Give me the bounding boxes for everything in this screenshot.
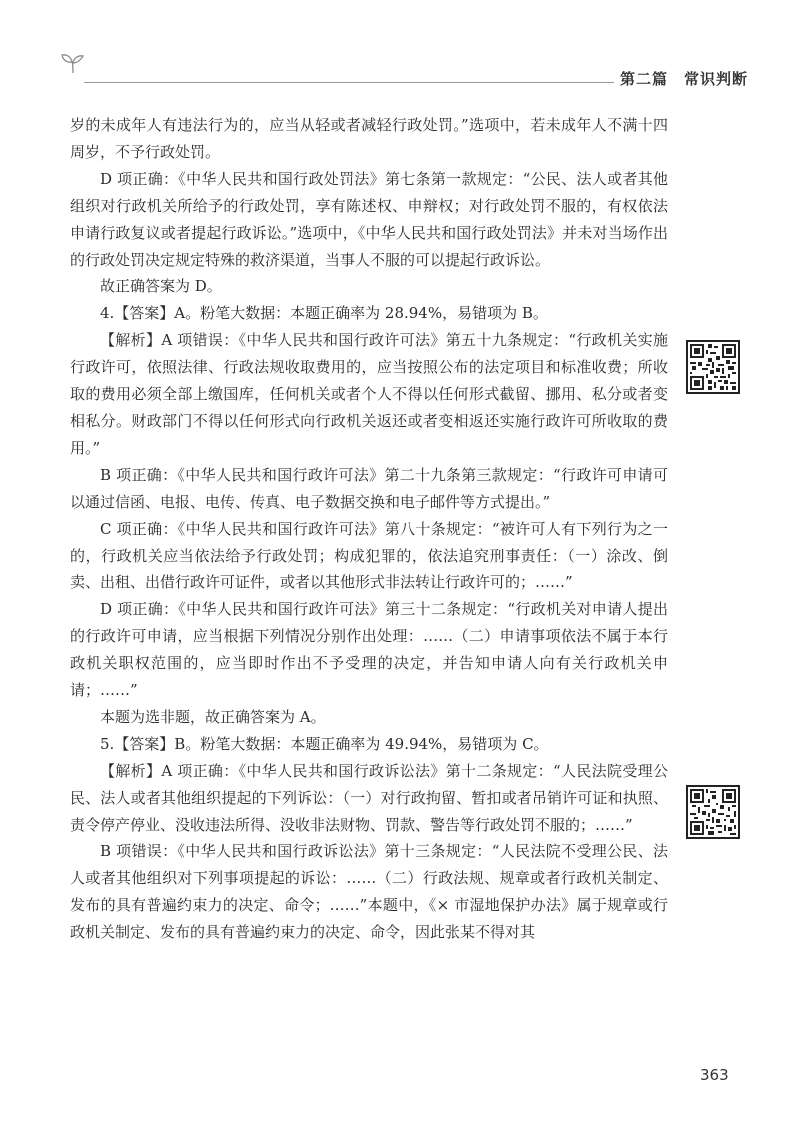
- page-header: [0, 0, 800, 100]
- sprout-icon: [60, 52, 86, 74]
- question-4-analysis-a: 【解析】A 项错误：《中华人民共和国行政许可法》第五十九条规定：“行政机关实施行政许可，依照法律、行政法规收取费用的，应当按照公布的法定项目和标准收费；所收取的费用必须全部上缴国库，任何机关或者个人不得以任何形式截留、挪用、私分或者变相私分。财政部门不得以任何形式向行政机关返还或者变相返还实施行政许可所收取的费用。”: [70, 331, 668, 457]
- section-title: 第二篇 常识判断: [620, 70, 749, 88]
- qr-code-icon[interactable]: [686, 785, 740, 839]
- header-rule: [84, 82, 614, 83]
- paragraph-answer-3: 故正确答案为 D。: [100, 277, 222, 296]
- question-5-analysis-a: 【解析】A 项正确：《中华人民共和国行政诉讼法》第十二条规定：“人民法院受理公民、法人或者其他组织提起的下列诉讼：（一）对行政拘留、暂扣或者吊销许可证和执照、责令停产停业、没收违法所得、没收非法财物、罚款、警告等行政处罚不服的；……”: [70, 761, 668, 834]
- paragraph-continued: 岁的未成年人有违法行为的，应当从轻或者减轻行政处罚。”选项中，若未成年人不满十四周岁，不予行政处罚。: [70, 116, 668, 161]
- qr-code-icon[interactable]: [686, 340, 740, 394]
- question-4-analysis-d: D 项正确：《中华人民共和国行政许可法》第三十二条规定：“行政机关对申请人提出的行政许可申请，应当根据下列情况分别作出处理：……（二）申请事项依法不属于本行政机关职权范围的，应当即时作出不予受理的决定，并告知申请人向有关行政机关申请；……”: [70, 600, 668, 700]
- question-5-analysis-b: B 项错误：《中华人民共和国行政诉讼法》第十三条规定：“人民法院不受理公民、法人或者其他组织对下列事项提起的诉讼：……（二）行政法规、规章或者行政机关制定、发布的具有普遍约束力的决定、命令；……”本题中，《× 市湿地保护办法》属于规章或行政机关制定、发布的具有普遍约束力的决定、命令，因此张某不得对其: [70, 842, 668, 942]
- question-4-analysis-b: B 项正确：《中华人民共和国行政许可法》第二十九条第三款规定：“行政许可申请可以通过信函、电报、电传、传真、电子数据交换和电子邮件等方式提出。”: [70, 465, 668, 511]
- paragraph-option-d: D 项正确：《中华人民共和国行政处罚法》第七条第一款规定：“公民、法人或者其他组织对行政机关所给予的行政处罚，享有陈述权、申辩权；对行政处罚不服的，有权依法申请行政复议或者提起行政诉讼。”选项中，《中华人民共和国行政处罚法》并未对当场作出的行政处罚决定规定特殊的救济渠道，当事人不服的可以提起行政诉讼。: [70, 169, 668, 269]
- question-4-answer: 4.【答案】A。粉笔大数据：本题正确率为 28.94%，易错项为 B。: [100, 304, 548, 323]
- page-number: 363: [700, 1066, 729, 1084]
- body-text: [70, 112, 668, 946]
- question-4-conclusion: 本题为选非题，故正确答案为 A。: [100, 707, 326, 726]
- question-4-analysis-c: C 项正确：《中华人民共和国行政许可法》第八十条规定：“被许可人有下列行为之一的，行政机关应当依法给予行政处罚；构成犯罪的，依法追究刑事责任：（一）涂改、倒卖、出租、出借行政许可证件，或者以其他形式非法转让行政许可的；……”: [70, 519, 668, 592]
- question-5-answer: 5.【答案】B。粉笔大数据：本题正确率为 49.94%，易错项为 C。: [100, 734, 549, 753]
